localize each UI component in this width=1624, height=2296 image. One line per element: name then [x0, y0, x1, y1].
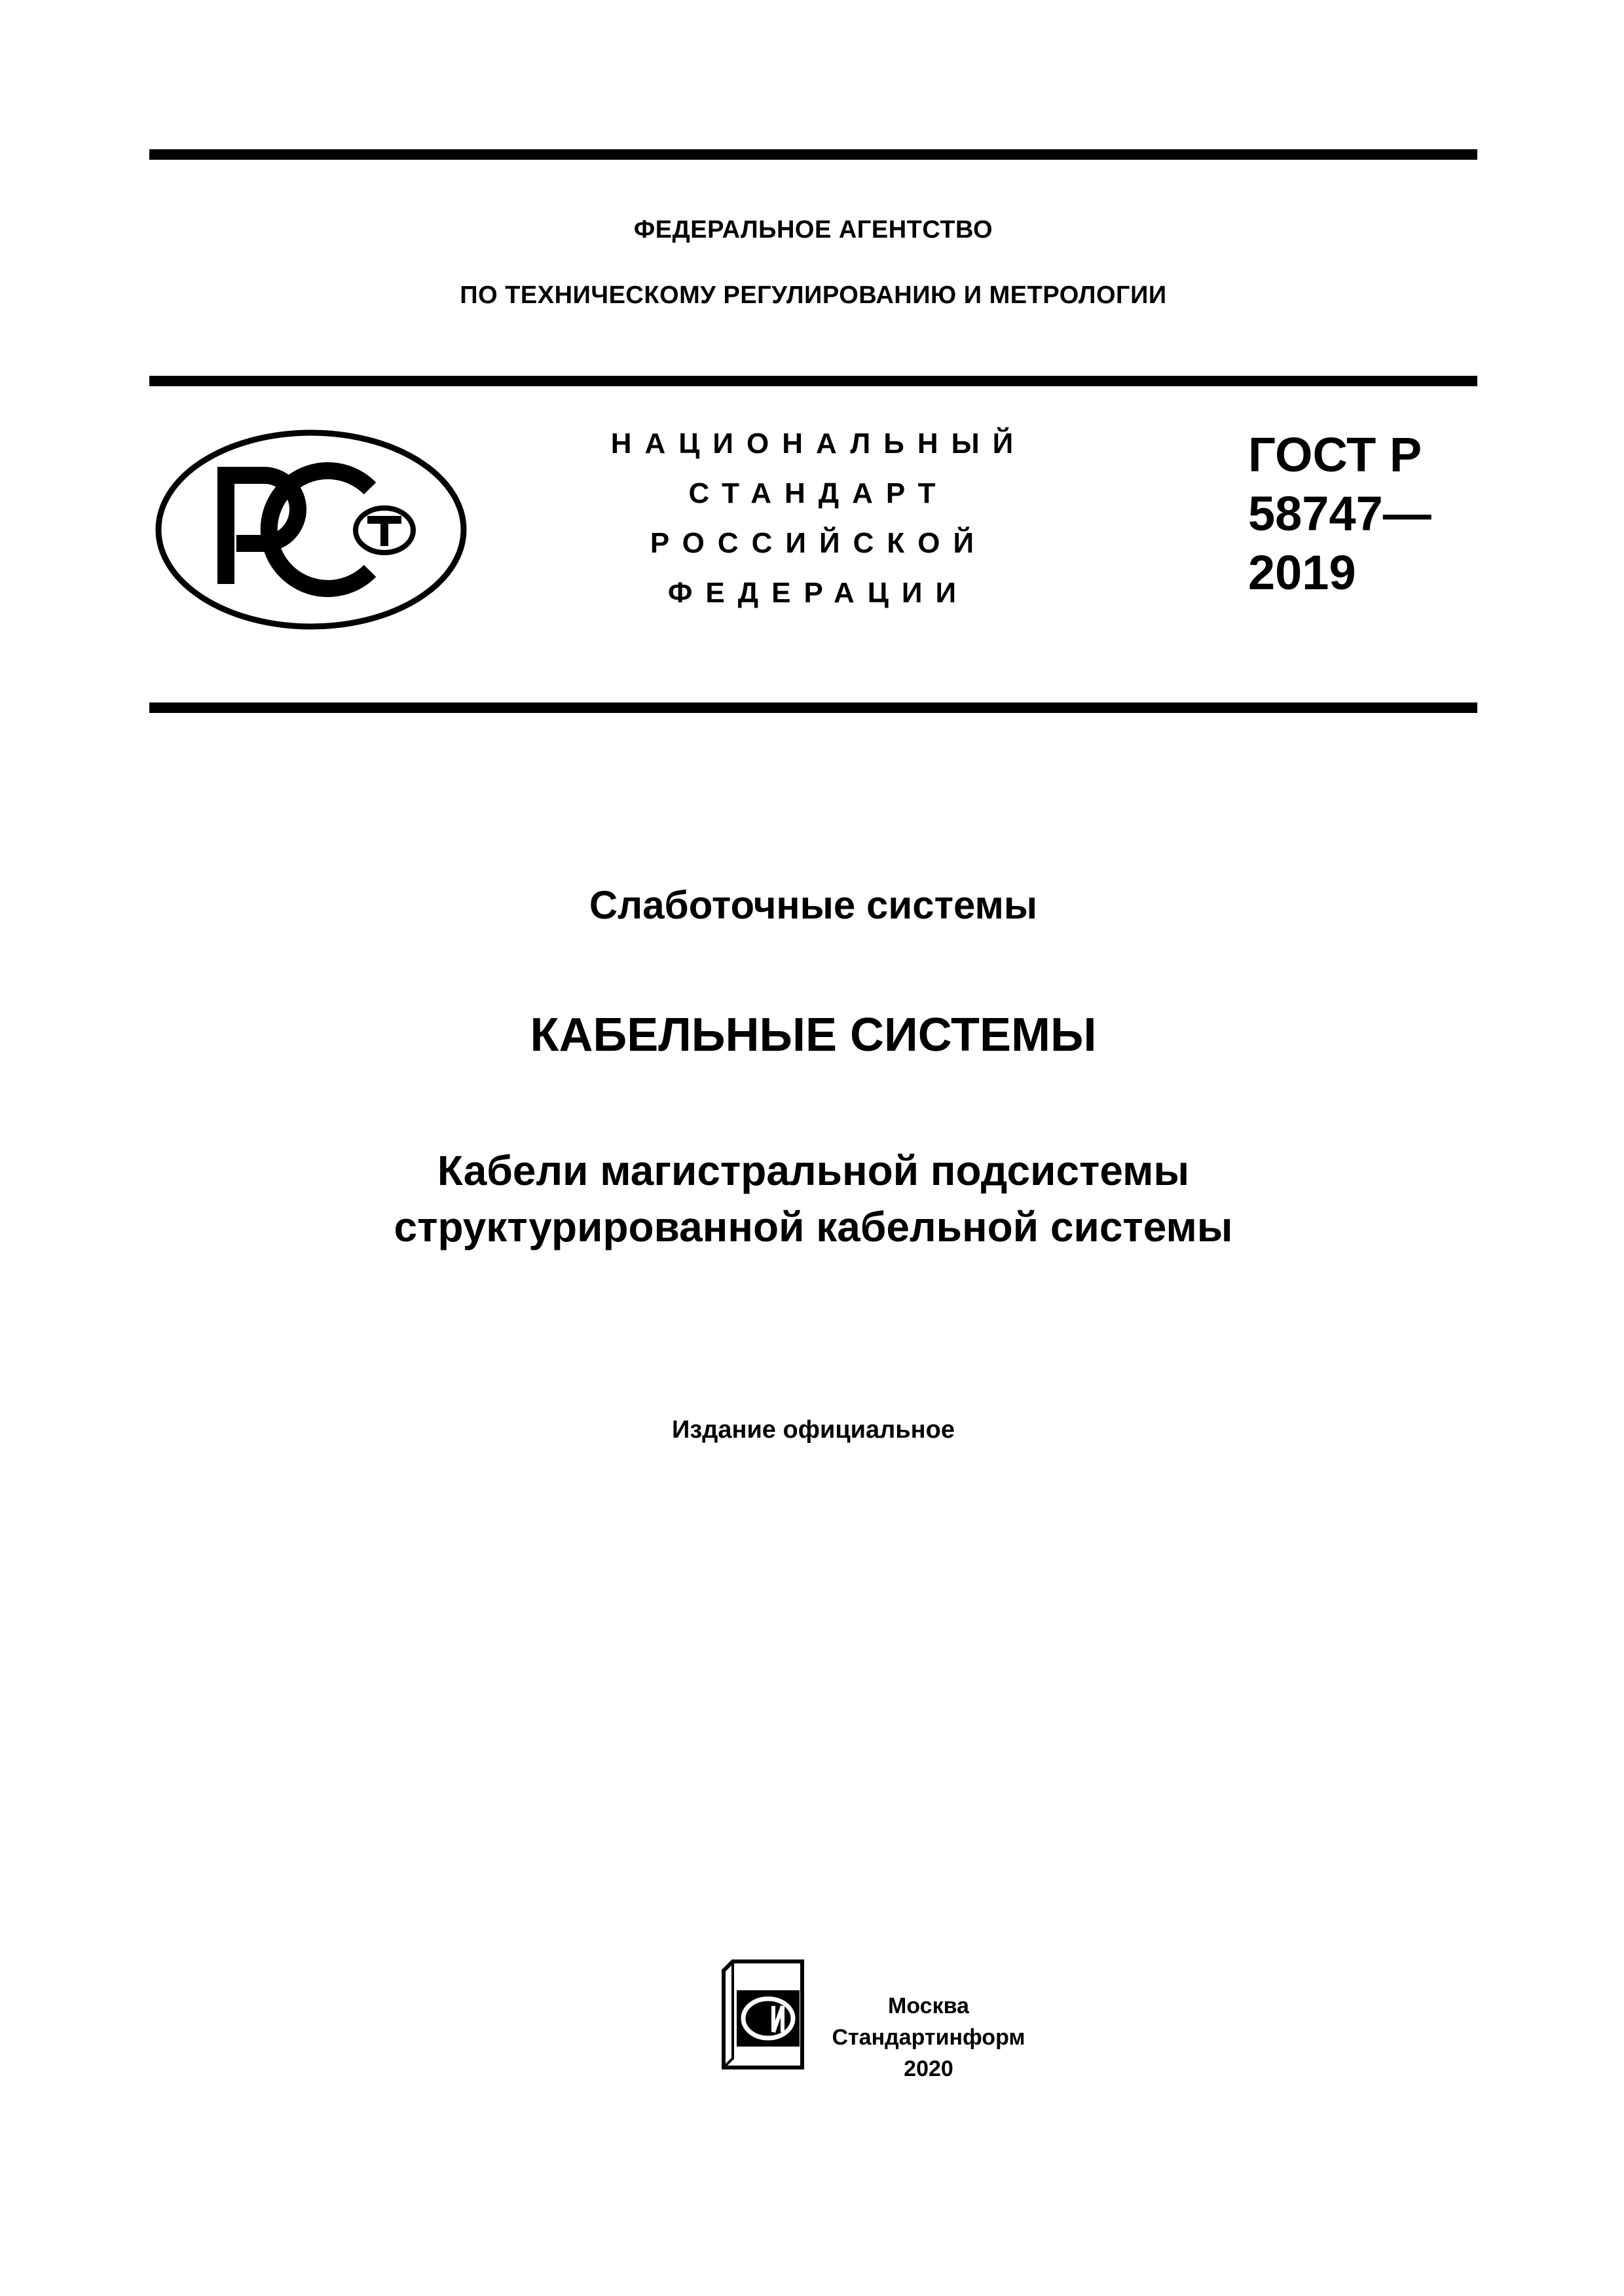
title-subtitle-line-1: Кабели магистральной подсистемы — [437, 1147, 1190, 1194]
title-category: Слаботочные системы — [589, 883, 1038, 927]
top-rule — [149, 149, 1477, 160]
gost-number: 58747— — [1248, 486, 1431, 541]
gost-year: 2019 — [1248, 545, 1356, 600]
publisher-year: 2020 — [904, 2056, 953, 2081]
gost-prefix: ГОСТ Р — [1248, 428, 1422, 482]
russian-line: РОССИЙСКОЙ — [650, 527, 987, 559]
title-subtitle-line-2: структурированной кабельной системы — [394, 1203, 1233, 1250]
middle-rule — [149, 376, 1477, 386]
standard-line: СТАНДАРТ — [688, 477, 949, 509]
agency-name-line-1: ФЕДЕРАЛЬНОЕ АГЕНТСТВО — [633, 216, 993, 244]
edition-note: Издание официальное — [672, 1416, 955, 1444]
publisher-logo-icon — [710, 1951, 813, 2075]
publisher-name: Стандартинформ — [832, 2025, 1025, 2050]
federation-line: ФЕДЕРАЦИИ — [667, 577, 970, 609]
agency-name-line-2: ПО ТЕХНИЧЕСКОМУ РЕГУЛИРОВАНИЮ И МЕТРОЛОГИИ — [460, 282, 1167, 309]
rst-logo-icon — [154, 428, 468, 631]
gost-designation — [1248, 426, 1477, 602]
national-line: НАЦИОНАЛЬНЫЙ — [610, 428, 1027, 460]
title-main: КАБЕЛЬНЫЕ СИСТЕМЫ — [530, 1009, 1097, 1061]
publisher-city: Москва — [888, 1994, 969, 2018]
lower-rule — [149, 702, 1477, 713]
title-subtitle — [149, 1142, 1477, 1255]
national-standard-label — [576, 419, 1061, 618]
publisher-imprint — [824, 1990, 1033, 2085]
